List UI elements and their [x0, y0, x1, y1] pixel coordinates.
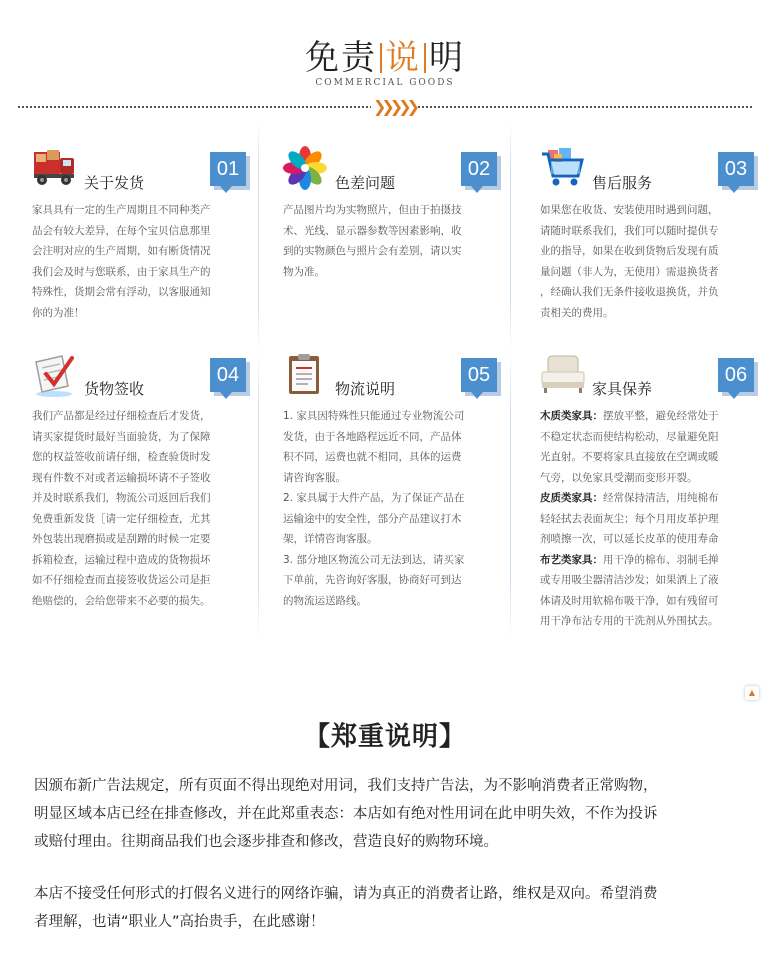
- checklist-icon: [32, 352, 78, 398]
- card-body: 木质类家具：摆放平整，避免经常处于 不稳定状态而使结构松动，尽量避免阳 光直射。不要将家具直接放在空调或暖 气旁，以免家具受潮而变形开裂。 皮质类家具：经常保持清洁，用纯棉布 轻轻拭去表面灰尘；每个月用皮革护理 剂喷擦一次，可以延长皮革的使用寿命 布艺类家具：用干净的棉布、羽制毛掸 或专用吸尘器清洁沙发；如果洒上了液 体请及时用软棉布吸干净，如有残留可 用干净布沾专用的干洗剂从外围拭去。: [540, 410, 719, 627]
- title-divider: [424, 43, 426, 73]
- title-part-2: 说: [385, 38, 421, 78]
- card-title: 色差问题: [335, 174, 396, 192]
- card-number-badge: 04: [210, 358, 246, 392]
- chevron-divider-icon: ❯❯❯❯❯: [372, 97, 416, 116]
- card-number-badge: 01: [210, 152, 246, 186]
- column-divider: [510, 350, 511, 640]
- card-number-badge: 03: [718, 152, 754, 186]
- card-body: 我们产品都是经过仔细检查后才发货， 请买家提货时最好当面验货，为了保障 您的权益签收前请仔细，检查验货时发 现有件数不对或者运输损坏请不子签收 并及时联系我们，物流公司返回后我们 免费重新发货［请一定仔细检查，尤其 外包装出现磨损或是刮蹭的时候一定要 拆箱检查，运输过程中造成的货物损坏 如不仔细检查而直接签收货运公司是拒 绝赔偿的，会给您带来不必要的损失。: [32, 410, 211, 607]
- color-wheel-icon: [283, 146, 329, 192]
- card-body: 1. 家具因特殊性只能通过专业物流公司 发货，由于各地路程远近不同，产品体 积不同，运费也就不相同，具体的运费 请咨询客服。 2. 家具属于大件产品，为了保证产品在 运输途中的安全性，部分产品建议打木 架，详情咨询客服。 3. 部分地区物流公司无法到达，请买家 下单前，先咨询好客服，协商好可到达 的物流运送路线。: [283, 410, 465, 607]
- notice-paragraph-1: 因颁布新广告法规定，所有页面不得出现绝对用词，我们支持广告法，为不影响消费者正常购物， 明显区域本店已经在排查修改，并在此郑重表态：本店如有绝对性用词在此申明失效，不作为投诉 或赔付理由。往期商品我们也会逐步排查和修改，营造良好的购物环境。: [34, 778, 658, 850]
- bed-icon: [540, 352, 586, 398]
- card-number-badge: 02: [461, 152, 497, 186]
- title-part-1: 免责: [305, 38, 377, 78]
- card-number-badge: 05: [461, 358, 497, 392]
- card-body: 产品图片均为实物照片，但由于拍摄技 术、光线、显示器参数等因素影响，收 到的实物颜色与照片会有差别，请以实 物为准。: [283, 204, 462, 278]
- notice-paragraph-2: 本店不接受任何形式的打假名义进行的网络诈骗，请为真正的消费者让路，维权是双向。希望消费 者理解，也请“职业人”高抬贵手，在此感谢！: [34, 886, 658, 930]
- card-title: 货物签收: [84, 380, 145, 398]
- card-body: 家具具有一定的生产周期且不同种类产 品会有较大差异，在每个宝贝信息那里 会注明对应的生产周期，如有断货情况 我们会及时与您联系，由于家具生产的 特殊性，货期会常有浮动，以客服通知 你的为准！: [32, 204, 211, 319]
- shopping-cart-icon: [540, 146, 586, 192]
- notice-title: 【郑重说明】: [303, 722, 466, 752]
- title-divider: [380, 43, 382, 73]
- page-header: [0, 38, 770, 88]
- scroll-top-icon[interactable]: ▲: [745, 686, 759, 700]
- page-subtitle: COMMERCIAL GOODS: [315, 78, 455, 88]
- card-title: 关于发货: [84, 174, 145, 192]
- title-part-3: 明: [429, 38, 465, 78]
- card-title: 售后服务: [592, 174, 653, 192]
- column-divider: [258, 350, 259, 640]
- page-title: [0, 38, 770, 78]
- card-number-badge: 06: [718, 358, 754, 392]
- column-divider: [258, 120, 259, 350]
- column-divider: [510, 120, 511, 350]
- clipboard-icon: [283, 352, 329, 398]
- card-body: 如果您在收货、安装使用时遇到问题， 请随时联系我们，我们可以随时提供专 业的指导，如果在收到货物后发现有质 量问题（非人为，无使用）需退换货者 ，经确认我们无条件接收退换货，并负 责相关的费用。: [540, 204, 719, 319]
- delivery-truck-icon: [32, 146, 78, 192]
- card-title: 物流说明: [335, 380, 396, 398]
- card-title: 家具保养: [592, 380, 653, 398]
